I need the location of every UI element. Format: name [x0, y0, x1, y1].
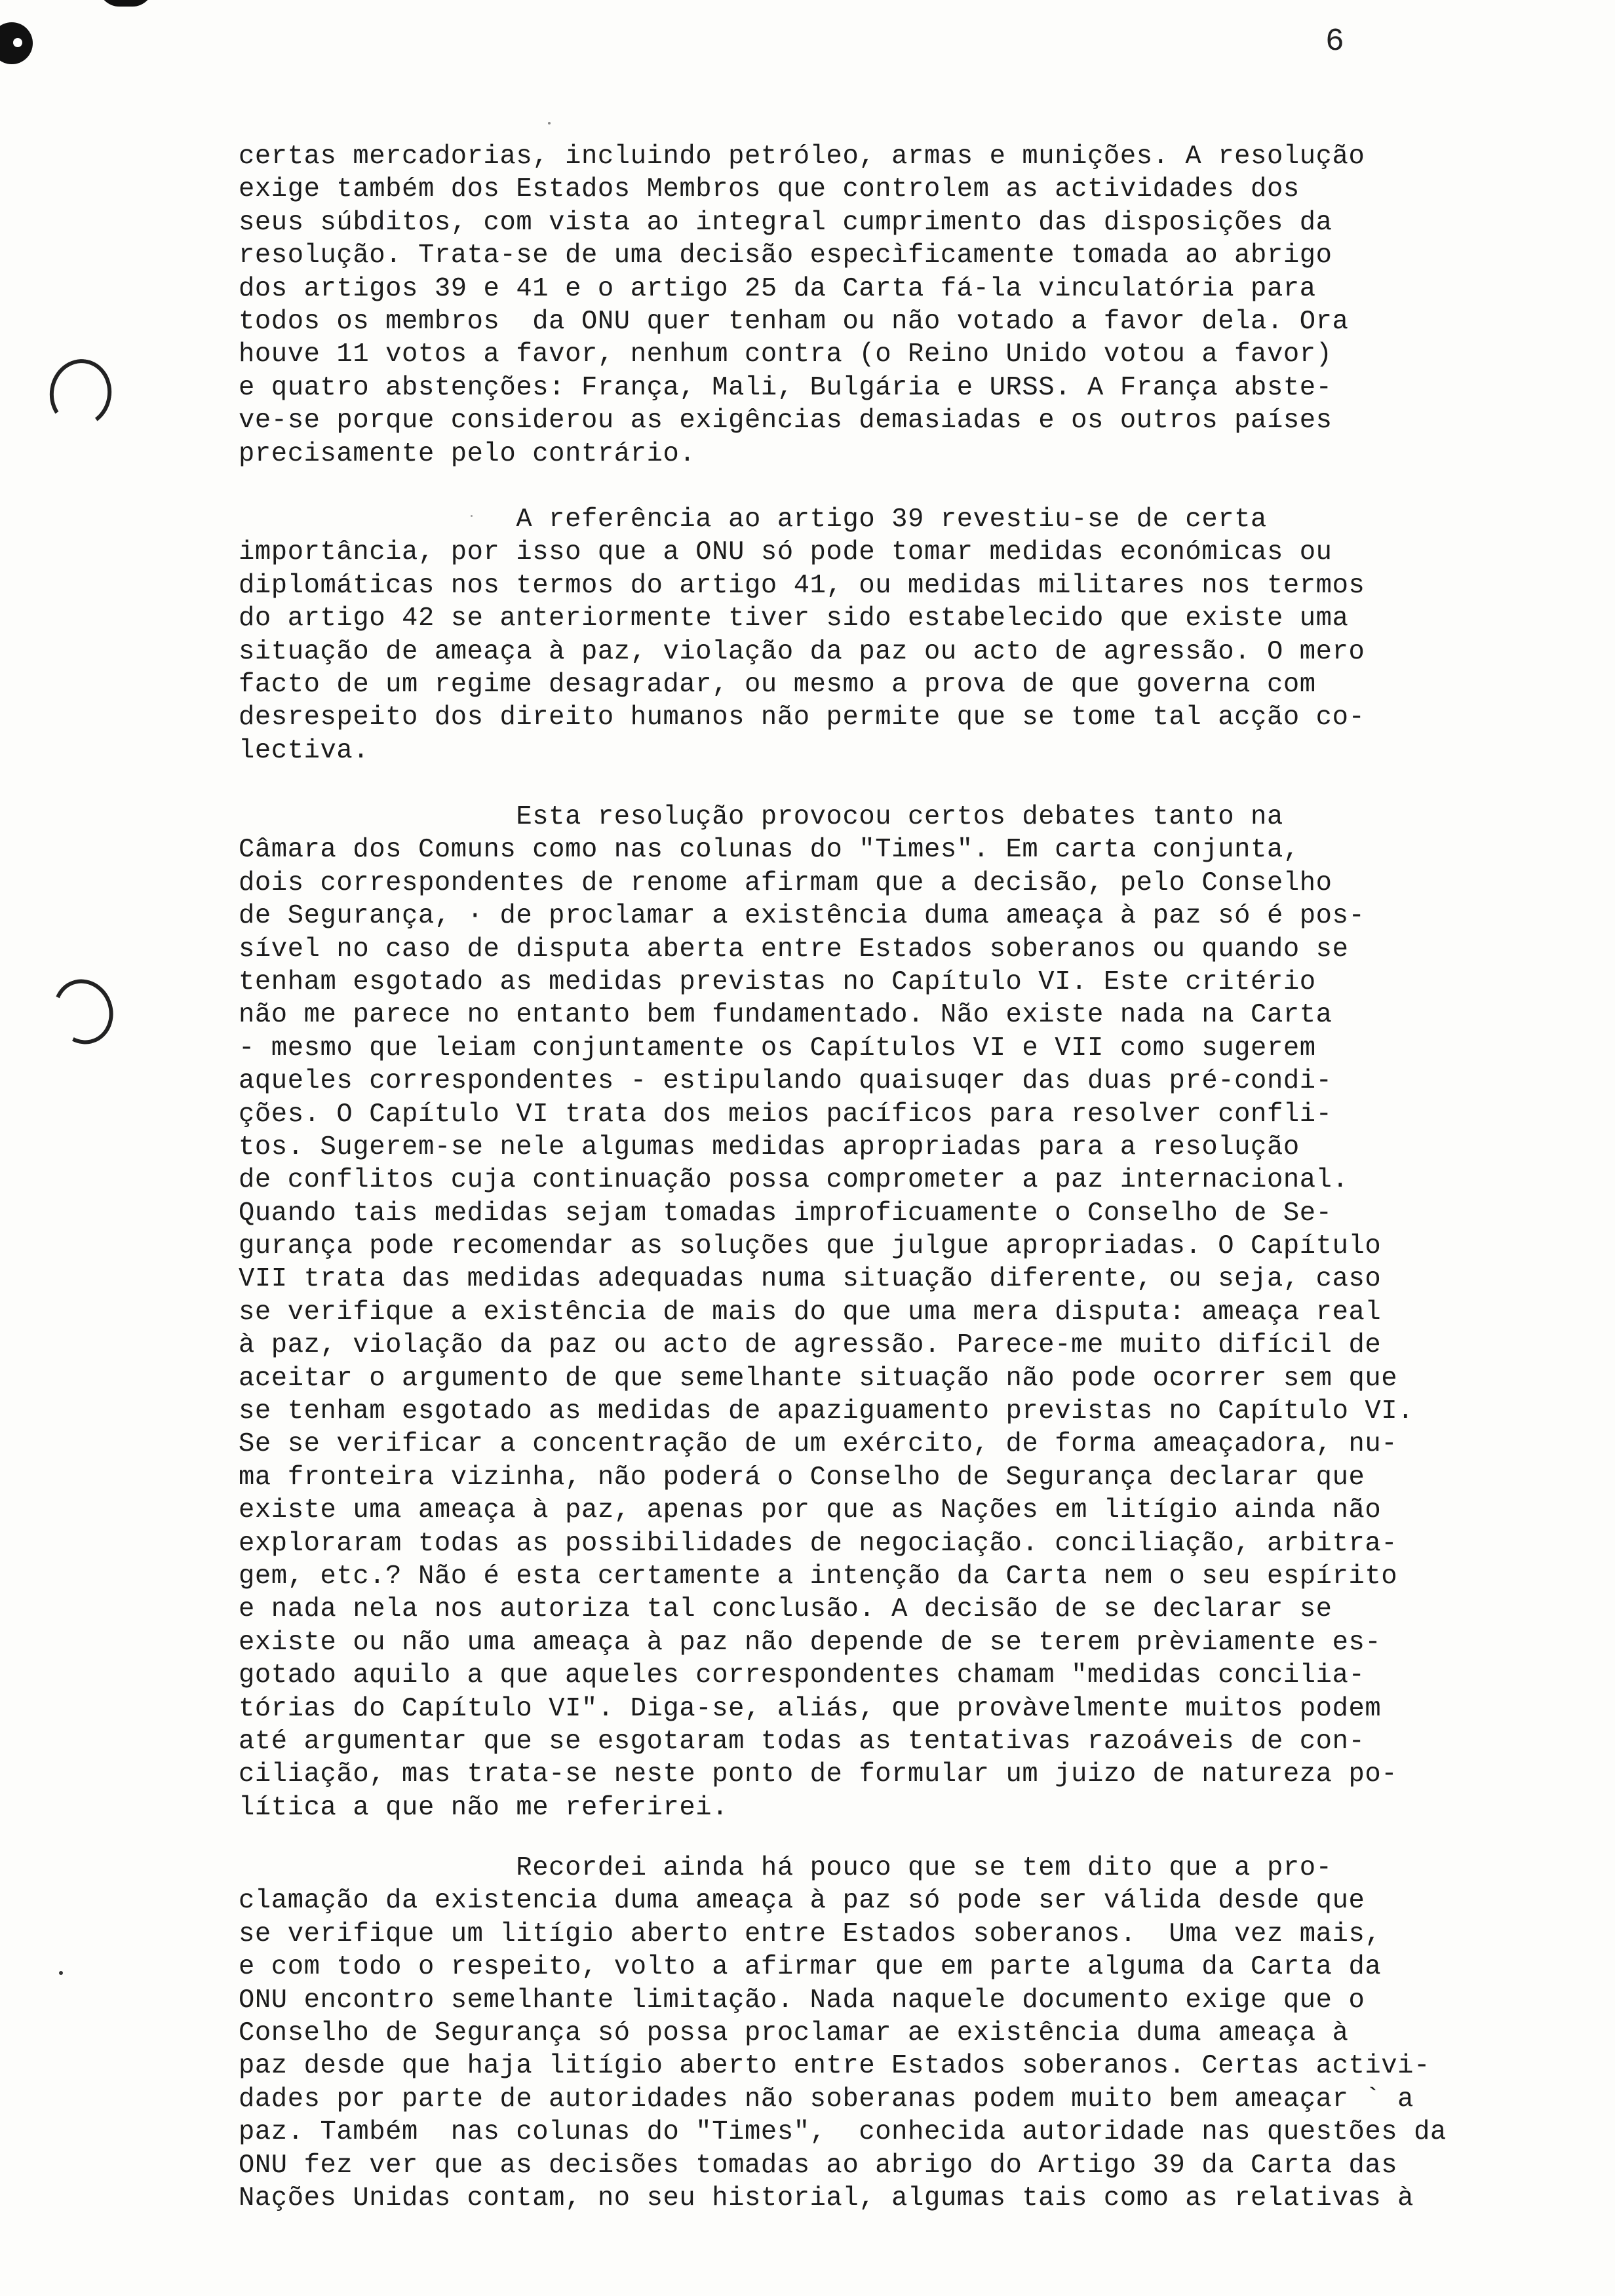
text-line: Quando tais medidas sejam tomadas improficuamente o Conselho de Se-	[239, 1198, 1333, 1229]
binding-hole-center	[13, 38, 22, 47]
text-line: - mesmo que leiam conjuntamente os Capítulos VI e VII como sugerem	[239, 1033, 1316, 1063]
scan-corner-mark	[98, 0, 153, 7]
text-line: Se se verificar a concentração de um exército, de forma ameaçadora, nu-	[239, 1429, 1398, 1460]
text-line: existe uma ameaça à paz, apenas por que as Nações em litígio ainda não	[239, 1495, 1382, 1526]
text-line: exige também dos Estados Membros que controlem as actividades dos	[239, 174, 1300, 205]
text-line: ma fronteira vizinha, não poderá o Conselho de Segurança declarar que	[239, 1462, 1365, 1493]
binding-ring-lower-icon	[45, 971, 123, 1053]
text-line: Câmara dos Comuns como nas colunas do "Times". Em carta conjunta,	[239, 835, 1300, 866]
text-line: importância, por isso que a ONU só pode tomar medidas económicas ou	[239, 537, 1333, 568]
text-line: dades por parte de autoridades não soberanas podem muito bem ameaçar ` a	[239, 2084, 1414, 2114]
text-line: até argumentar que se esgotaram todas as tentativas razoáveis de con-	[239, 1726, 1365, 1757]
text-line: gem, etc.? Não é esta certamente a intenção da Carta nem o seu espírito	[239, 1561, 1398, 1592]
text-line: lectiva.	[239, 735, 370, 766]
text-line: se verifique a existência de mais do que uma mera disputa: ameaça real	[239, 1297, 1382, 1328]
text-line: tórias do Capítulo VI". Diga-se, aliás, que provàvelmente muitos podem	[239, 1693, 1382, 1724]
paragraph-4	[239, 1852, 1458, 2215]
page-number: 6	[1325, 24, 1344, 60]
text-line: e nada nela nos autoriza tal conclusão. A decisão de se declarar se	[239, 1594, 1333, 1625]
text-line: aqueles correspondentes - estipulando quaisuqer das duas pré-condi-	[239, 1066, 1333, 1097]
text-line: sível no caso de disputa aberta entre Estados soberanos ou quando se	[239, 934, 1349, 965]
text-line: precisamente pelo contrário.	[239, 438, 696, 469]
text-line: facto de um regime desagradar, ou mesmo a prova de que governa com	[239, 669, 1316, 700]
text-line: ções. O Capítulo VI trata dos meios pacíficos para resolver confli-	[239, 1099, 1333, 1130]
text-line: dois correspondentes de renome afirmam que a decisão, pelo Conselho	[239, 868, 1333, 898]
text-line: ONU fez ver que as decisões tomadas ao abrigo do Artigo 39 da Carta das	[239, 2150, 1398, 2181]
text-line: existe ou não uma ameaça à paz não depende de se terem prèviamente es-	[239, 1627, 1382, 1658]
text-line: e quatro abstenções: França, Mali, Bulgária e URSS. A França abste-	[239, 372, 1333, 403]
text-line: se tenham esgotado as medidas de apaziguamento previstas no Capítulo VI.	[239, 1396, 1414, 1427]
text-line: Recordei ainda há pouco que se tem dito que a pro-	[239, 1853, 1333, 1883]
text-line: desrespeito dos direito humanos não permite que se tome tal acção co-	[239, 702, 1365, 733]
text-line: ciliação, mas trata-se neste ponto de formular um juizo de natureza po-	[239, 1759, 1398, 1790]
scan-speck	[59, 1971, 63, 1975]
text-line: todos os membros da ONU quer tenham ou não votado a favor dela. Ora	[239, 306, 1349, 337]
text-line: não me parece no entanto bem fundamentado. Não existe nada na Carta	[239, 1000, 1333, 1031]
text-line: gurança pode recomendar as soluções que julgue apropriadas. O Capítulo	[239, 1231, 1382, 1262]
text-line: tos. Sugerem-se nele algumas medidas apropriadas para a resolução	[239, 1132, 1300, 1162]
text-line: de Segurança, · de proclamar a existência duma ameaça à paz só é pos-	[239, 901, 1365, 932]
text-line: paz desde que haja litígio aberto entre Estados soberanos. Certas activi-	[239, 2051, 1430, 2082]
text-line: à paz, violação da paz ou acto de agressão. Parece-me muito difícil de	[239, 1330, 1382, 1361]
text-line: do artigo 42 se anteriormente tiver sido estabelecido que existe uma	[239, 603, 1349, 634]
text-line: se verifique um litígio aberto entre Estados soberanos. Uma vez mais,	[239, 1919, 1382, 1949]
text-line: dos artigos 39 e 41 e o artigo 25 da Carta fá-la vinculatória para	[239, 273, 1316, 304]
text-line: certas mercadorias, incluindo petróleo, armas e munições. A resolução	[239, 142, 1365, 172]
text-line: resolução. Trata-se de uma decisão especìficamente tomada ao abrigo	[239, 240, 1333, 271]
binding-ring-upper-icon	[45, 354, 117, 432]
text-line: e com todo o respeito, volto a afirmar que em parte alguma da Carta da	[239, 1952, 1382, 1983]
scan-speck	[548, 122, 551, 124]
text-line: Esta resolução provocou certos debates tanto na	[239, 802, 1283, 832]
text-line: clamação da existencia duma ameaça à paz só pode ser válida desde que	[239, 1886, 1365, 1917]
paragraph-1	[239, 140, 1458, 470]
paragraph-2	[239, 503, 1458, 767]
text-line: ONU encontro semelhante limitação. Nada naquele documento exige que o	[239, 1985, 1365, 2016]
text-line: de conflitos cuja continuação possa comprometer a paz internacional.	[239, 1165, 1349, 1196]
text-line: houve 11 votos a favor, nenhum contra (o Reino Unido votou a favor)	[239, 339, 1333, 370]
text-line: VII trata das medidas adequadas numa situação diferente, ou seja, caso	[239, 1264, 1382, 1295]
text-line: Conselho de Segurança só possa proclamar ae existência duma ameaça à	[239, 2018, 1349, 2048]
text-line: aceitar o argumento de que semelhante situação não pode ocorrer sem que	[239, 1363, 1398, 1394]
text-line: lítica a que não me referirei.	[239, 1792, 729, 1823]
text-line: paz. Também nas colunas do "Times", conhecida autoridade nas questões da	[239, 2117, 1447, 2148]
text-line: situação de ameaça à paz, violação da paz ou acto de agressão. O mero	[239, 636, 1365, 667]
text-line: tenham esgotado as medidas previstas no Capítulo VI. Este critério	[239, 966, 1316, 997]
text-line: diplomáticas nos termos do artigo 41, ou medidas militares nos termos	[239, 570, 1365, 601]
paragraph-3	[239, 801, 1458, 1824]
text-line: A referência ao artigo 39 revestiu-se de certa	[239, 505, 1267, 535]
text-line: exploraram todas as possibilidades de negociação. conciliação, arbitra-	[239, 1528, 1398, 1559]
text-line: seus súbditos, com vista ao integral cumprimento das disposições da	[239, 207, 1333, 238]
text-line: ve-se porque considerou as exigências demasiadas e os outros países	[239, 406, 1333, 436]
text-line: gotado aquilo a que aqueles correspondentes chamam "medidas concilia-	[239, 1660, 1365, 1691]
text-line: Nações Unidas contam, no seu historial, algumas tais como as relativas à	[239, 2183, 1414, 2213]
